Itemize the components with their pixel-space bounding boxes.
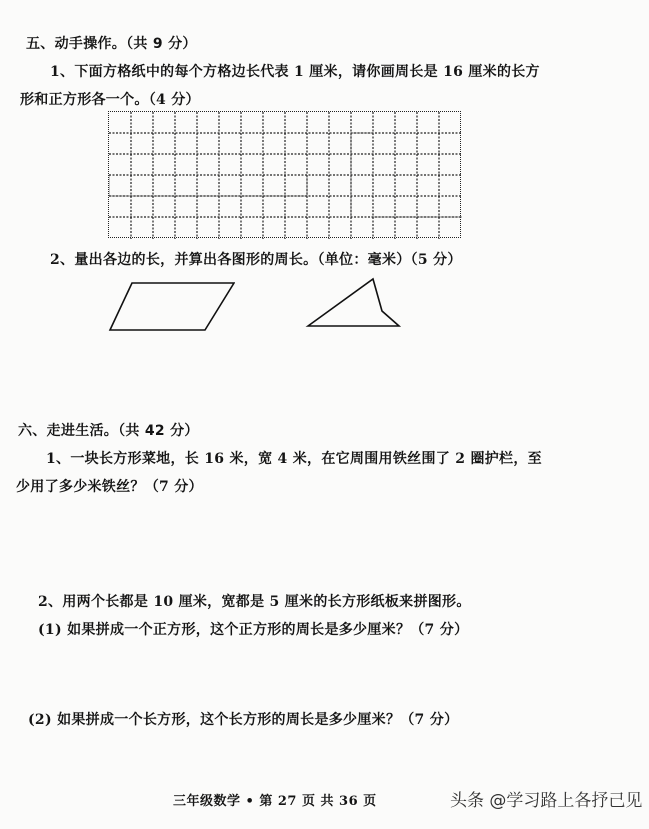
question-6-1-line2: 少用了多少米铁丝？（7 分） (16, 479, 203, 495)
page-footer: 三年级数学 • 第 27 页 共 36 页 (173, 794, 377, 809)
question-6-2-intro: 2、用两个长都是 10 厘米，宽都是 5 厘米的长方形纸板来拼图形。 (38, 594, 471, 610)
question-6-2-sub1: (1) 如果拼成一个正方形，这个正方形的周长是多少厘米？（7 分） (38, 622, 469, 638)
parallelogram-figure (105, 280, 235, 335)
question-5-2: 2、量出各边的长，并算出各图形的周长。（单位：毫米）（5 分） (50, 252, 462, 268)
grid-paper (108, 111, 461, 238)
grid-lines (109, 112, 462, 239)
section-5-title: 五、动手操作。（共 9 分） (26, 36, 197, 52)
section-6-title: 六、走进生活。（共 42 分） (18, 423, 199, 439)
question-6-2-sub2: (2) 如果拼成一个长方形，这个长方形的周长是多少厘米？（7 分） (28, 712, 459, 728)
quadrilateral-figure (305, 276, 405, 331)
question-6-1-line1: 1、一块长方形菜地，长 16 米，宽 4 米，在它周围用铁丝围了 2 圈护栏，至 (46, 451, 542, 467)
question-5-1-line2: 形和正方形各一个。（4 分） (20, 92, 200, 108)
watermark: 头条 @学习路上各抒己见 (450, 791, 643, 811)
question-5-1-line1: 1、下面方格纸中的每个方格边长代表 1 厘米，请你画周长是 16 厘米的长方 (50, 64, 540, 80)
